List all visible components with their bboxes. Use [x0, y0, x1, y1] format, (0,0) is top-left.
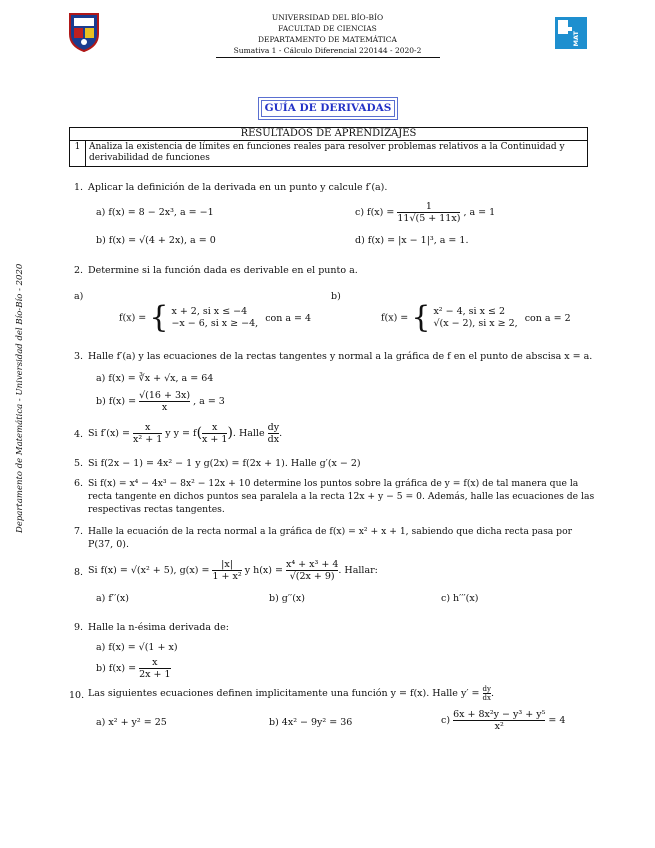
- q6-line2: recta tangente en dichos puntos sea paralela a la recta 12x + y − 5 = 0. Además, halle las ecuaciones de las: [88, 491, 595, 502]
- q8-a: a) f′′(x): [96, 593, 129, 604]
- header-rule: [216, 57, 440, 58]
- q2-b-case2: √(x − 2), si x ≥ 2,: [433, 318, 518, 329]
- q5-number: 5.: [74, 458, 84, 469]
- q8-p3: . Hallar:: [338, 565, 378, 576]
- q1-c-fraction: [397, 201, 460, 224]
- header-department: DEPARTAMENTO DE MATEMÁTICA: [258, 35, 397, 44]
- q1-text: Aplicar la definición de la derivada en un punto y calcule f′(a).: [88, 182, 388, 193]
- results-row-text: Analiza la existencia de límites en funciones reales para resolver problemas relativos a la Continuidad y derivabilidad de funciones: [89, 142, 565, 163]
- q2-b-tail: con a = 2: [524, 312, 571, 324]
- q1-a: a) f(x) = 8 − 2x³, a = −1: [96, 207, 214, 218]
- q4-n2: x: [212, 422, 218, 433]
- q10-b: b) 4x² − 9y² = 36: [269, 717, 353, 728]
- department-logo-text: MAT: [572, 31, 580, 47]
- q4-d1: x² + 1: [133, 434, 163, 445]
- q3-b-label: b) f(x) =: [96, 396, 137, 407]
- q10-c-label: c): [441, 715, 451, 726]
- q4-p1: Si f′(x) =: [88, 428, 130, 439]
- q10-a: a) x² + y² = 25: [96, 717, 167, 728]
- q10-c-fraction: [453, 709, 545, 732]
- sidebar-text: Departamento de Matemática - Universidad del Bío-Bío - 2020: [15, 263, 25, 533]
- q4-n1: x: [144, 422, 151, 433]
- q8-c: c) h′′′(x): [441, 593, 479, 604]
- q10-tail: .: [490, 688, 494, 699]
- q3-number: 3.: [74, 351, 84, 362]
- q9-b-fraction: [139, 657, 170, 680]
- q8-p1: Si f(x) = √(x² + 5), g(x) =: [88, 565, 210, 576]
- q10-d: dx: [482, 694, 491, 702]
- q10-c-num: 6x + 8x²y − y³ + y⁵: [453, 709, 546, 720]
- header-university: UNIVERSIDAD DEL BÍO-BÍO: [271, 13, 384, 22]
- q1-b: b) f(x) = √(4 + 2x), a = 0: [96, 235, 216, 246]
- q10-c-den: x²: [453, 720, 545, 732]
- q3-b-tail: , a = 3: [193, 396, 225, 407]
- q3-b-fraction: [139, 390, 190, 413]
- q2-b-brace: {: [411, 300, 431, 335]
- q2-a-tail: con a = 4: [265, 312, 312, 324]
- q3-b-den: x: [139, 401, 190, 413]
- q2-b-case1: x² − 4, si x ≤ 2: [433, 306, 506, 317]
- q6-line3: respectivas rectas tangentes.: [88, 504, 225, 515]
- q4-p4: .: [279, 428, 283, 439]
- q5-text: Si f(2x − 1) = 4x² − 1 y g(2x) = f(2x + 1). Halle g′(x − 2): [88, 458, 361, 469]
- q1-c-den: 11√(5 + 11x): [397, 213, 461, 224]
- q9-number: 9.: [74, 622, 84, 633]
- q4-p2: y y = f: [165, 428, 197, 439]
- header-course: Sumativa 1 - Cálculo Diferencial 220144 - 2020-2: [233, 46, 422, 55]
- q10-frac: [483, 685, 491, 702]
- q8-d1: 1 + x²: [212, 571, 242, 582]
- q4-d2: x + 1: [202, 434, 228, 445]
- q2-b-function: [381, 300, 571, 335]
- q9-b-num: x: [152, 657, 158, 668]
- q1-c: [355, 201, 495, 224]
- q2-a-fx: f(x) =: [119, 312, 147, 324]
- q9-a: a) f(x) = √(1 + x): [96, 642, 178, 653]
- q7-line2: P(37, 0).: [88, 539, 129, 550]
- q2-b-cases: [433, 306, 517, 330]
- q8-text: [88, 559, 378, 582]
- q7-number: 7.: [74, 526, 84, 537]
- results-table-heading: RESULTADOS DE APRENDIZAJES: [70, 128, 587, 141]
- q1-d: d) f(x) = |x − 1|³, a = 1.: [355, 235, 469, 246]
- q2-a-cases: [171, 306, 258, 330]
- header-faculty: FACULTAD DE CIENCIAS: [278, 24, 377, 33]
- q1-c-num: 1: [425, 201, 432, 212]
- q9-b-den: 2x + 1: [139, 669, 171, 680]
- q2-b-label: b): [331, 291, 341, 302]
- q8-d2: √(2x + 9): [286, 570, 338, 582]
- q3-b: [96, 390, 225, 413]
- page-title: GUÍA DE DERIVADAS: [258, 97, 398, 120]
- q1-c-label: c) f(x) =: [355, 207, 395, 218]
- q3-b-num: √(16 + 3x): [139, 390, 191, 401]
- q4-frac2: [202, 422, 227, 445]
- q8-p2: y h(x) =: [244, 565, 283, 576]
- q2-number: 2.: [74, 265, 84, 276]
- q4-number: 4.: [74, 429, 84, 440]
- q10-text: [88, 685, 494, 702]
- q8-n2: x⁴ + x³ + 4: [285, 559, 339, 570]
- q10-c-tail: = 4: [548, 715, 566, 726]
- q10-n: dy: [482, 685, 491, 693]
- q2-a-case2: −x − 6, si x ≥ −4,: [171, 318, 259, 329]
- q2-text: Determine si la función dada es derivable en el punto a.: [88, 265, 358, 276]
- q8-number: 8.: [74, 567, 84, 578]
- q1-number: 1.: [74, 182, 84, 193]
- q9-b-label: b) f(x) =: [96, 663, 137, 674]
- q1-c-tail: , a = 1: [463, 207, 496, 218]
- q6-line1: Si f(x) = x⁴ − 4x³ − 8x² − 12x + 10 determine los puntos sobre la gráfica de y = f(x) de tal manera que la: [88, 478, 579, 489]
- q8-frac1: [212, 559, 241, 582]
- q9-text: Halle la n-ésima derivada de:: [88, 622, 229, 633]
- q4-frac3: [268, 422, 279, 445]
- q2-a-brace: {: [149, 300, 169, 335]
- q3-text: Halle f′(a) y las ecuaciones de la rectas tangentes y normal a la gráfica de f en el punto de abscisa x = a.: [88, 351, 593, 362]
- q3-a: a) f(x) = ∛x + √x, a = 64: [96, 373, 214, 384]
- q4-d3: dx: [267, 434, 280, 445]
- q6-number: 6.: [74, 478, 84, 489]
- q2-b-fx: f(x) =: [381, 312, 409, 324]
- q2-a-case1: x + 2, si x ≤ −4: [171, 306, 248, 317]
- results-table-row: [70, 141, 587, 166]
- results-row-num: 1: [70, 141, 86, 166]
- q2-a-label: a): [74, 291, 84, 302]
- q8-frac2: [286, 559, 338, 582]
- q4-n3: dy: [267, 422, 280, 433]
- q4-frac1: [133, 422, 162, 445]
- q10-c: [441, 709, 565, 732]
- q8-n1: |x|: [221, 559, 233, 570]
- results-table: [69, 127, 588, 167]
- q10-number: 10.: [69, 690, 85, 701]
- q4-text: Si f′(x) = $\frac{x}{\text{x² + 1}}$ y y = f( $\frac{x}{x + 1}$ ). Halle $\frac{dy}{dx}$ .: [88, 422, 283, 445]
- q2-a-function: [119, 300, 312, 335]
- q9-b: [96, 657, 171, 680]
- q7-line1: Halle la ecuación de la recta normal a la gráfica de f(x) = x² + x + 1, sabiendo que dicha recta pasa por: [88, 526, 572, 537]
- q10-text-main: Las siguientes ecuaciones definen implicitamente una función y = f(x). Halle y′ =: [88, 688, 480, 699]
- q8-b: b) g′′(x): [269, 593, 305, 604]
- q4-p3: . Halle: [232, 428, 265, 439]
